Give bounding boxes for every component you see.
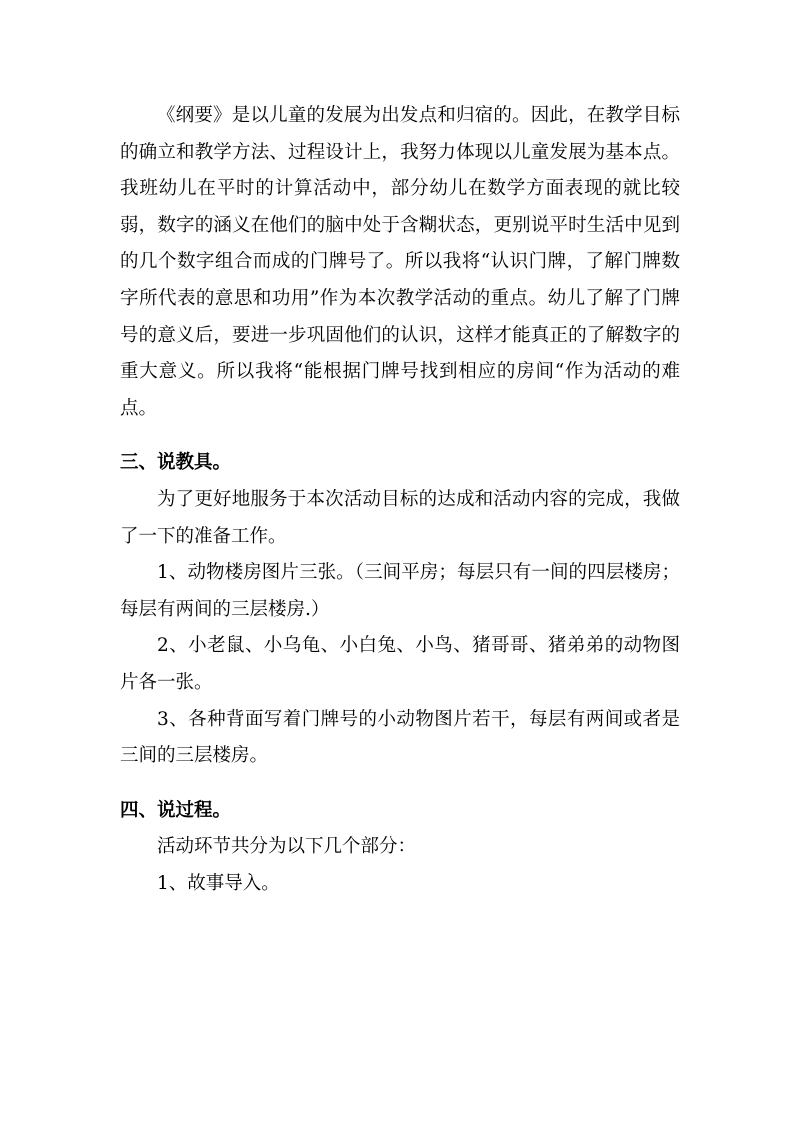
document-body: [120, 98, 680, 902]
teaching-aids-item-3: 3、各种背面写着门牌号的小动物图片若干，每层有两间或者是三间的三层楼房。: [120, 708, 680, 767]
teaching-aids-intro: 为了更好地服务于本次活动目标的达成和活动内容的完成，我做了一下的准备工作。: [120, 488, 680, 547]
section-gap: [120, 427, 680, 445]
section-heading-teaching-aids: 三、说教具。: [120, 452, 232, 474]
process-intro: 活动环节共分为以下几个部分：: [157, 836, 417, 858]
process-item-1: 1、故事导入。: [157, 872, 280, 894]
intro-paragraph: 《纲要》是以儿童的发展为出发点和归宿的。因此，在教学目标的确立和教学方法、过程设计上，我努力体现以儿童发展为基本点。我班幼儿在平时的计算活动中，部分幼儿在数学方面表现的就比较弱，数字的涵义在他们的脑中处于含糊状态，更别说平时生活中见到的几个数字组合而成的门牌号了。所以我将“认识门牌，了解门牌数字所代表的意思和功用”作为本次教学活动的重点。幼儿了解了门牌号的意义后，要进一步巩固他们的认识，这样才能真正的了解数字的重大意义。所以我将“能根据门牌号找到相应的房间“作为活动的难点。: [120, 105, 680, 419]
section-heading-process: 四、说过程。: [120, 799, 232, 821]
section-gap: [120, 775, 680, 793]
teaching-aids-item-1: 1、动物楼房图片三张。（三间平房；每层只有一间的四层楼房；每层有两间的三层楼房.）: [120, 562, 680, 620]
teaching-aids-item-2: 2、小老鼠、小乌龟、小白兔、小鸟、猪哥哥、猪弟弟的动物图片各一张。: [120, 635, 680, 693]
